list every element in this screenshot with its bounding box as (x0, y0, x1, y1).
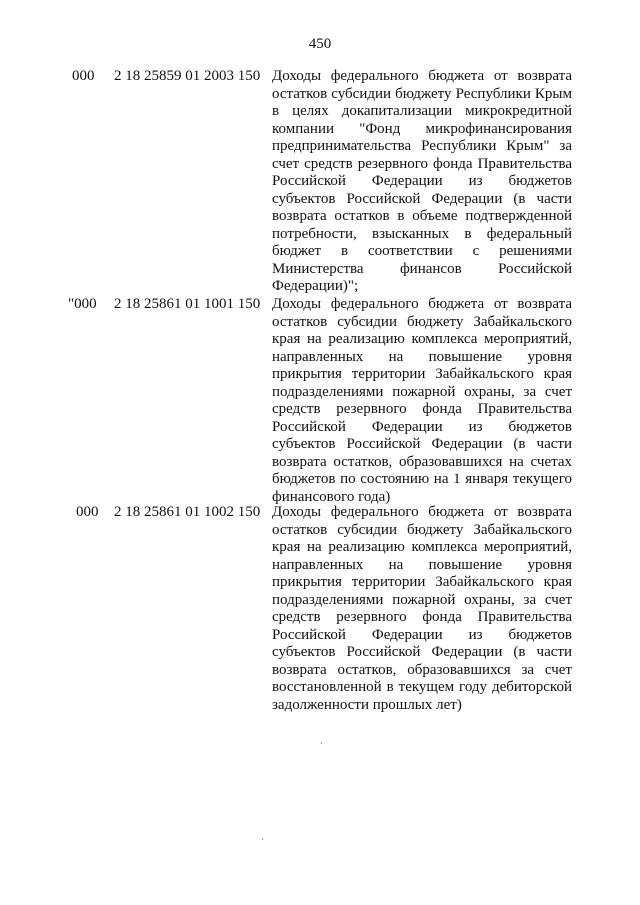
page-number: 450 (308, 36, 332, 52)
scan-speck (321, 742, 322, 744)
admin-code: 000 (76, 504, 99, 520)
entry-description: Доходы федерального бюджета от возврата остатков субсидии бюджету Забайкальского края на реализацию комплекса мероприятий, направленных на повышение уровня прикрытия территории Забайкальского края подразделениями пожарной охраны, за счет средств резервного фонда Правительства Российской Федерации из бюджетов субъектов Российской Федерации (в части возврата остатков, образовавшихся на счетах бюджетов по состоянию на 1 января текущего финансового года) (272, 296, 572, 505)
classification-code: 2 18 25861 01 1002 150 (114, 504, 261, 520)
admin-code: "000 (68, 296, 97, 312)
entry-description: Доходы федерального бюджета от возврата остатков субсидии бюджету Забайкальского края на реализацию комплекса мероприятий, направленных на повышение уровня прикрытия территории Забайкальского края подразделениями пожарной охраны, за счет средств резервного фонда Правительства Российской Федерации из бюджетов субъектов Российской Федерации (в части возврата остатков, образовавшихся за счет восстановленной в текущем году дебиторской задолженности прошлых лет) (272, 504, 572, 713)
admin-code: 000 (72, 68, 95, 84)
classification-code: 2 18 25859 01 2003 150 (114, 68, 261, 84)
entry-description: Доходы федерального бюджета от возврата остатков субсидии бюджету Республики Крым в целях докапитализации микрокредитной компании "Фонд микрофинансирования предпринимательства Республики Крым" за счет средств резервного фонда Правительства Российской Федерации из бюджетов субъектов Российской Федерации (в части возврата остатков в объеме подтвержденной потребности, взысканных в федеральный бюджет в соответствии с решениями Министерства финансов Российской Федерации)"; (272, 68, 572, 294)
scan-speck (262, 838, 263, 840)
classification-code: 2 18 25861 01 1001 150 (114, 296, 261, 312)
